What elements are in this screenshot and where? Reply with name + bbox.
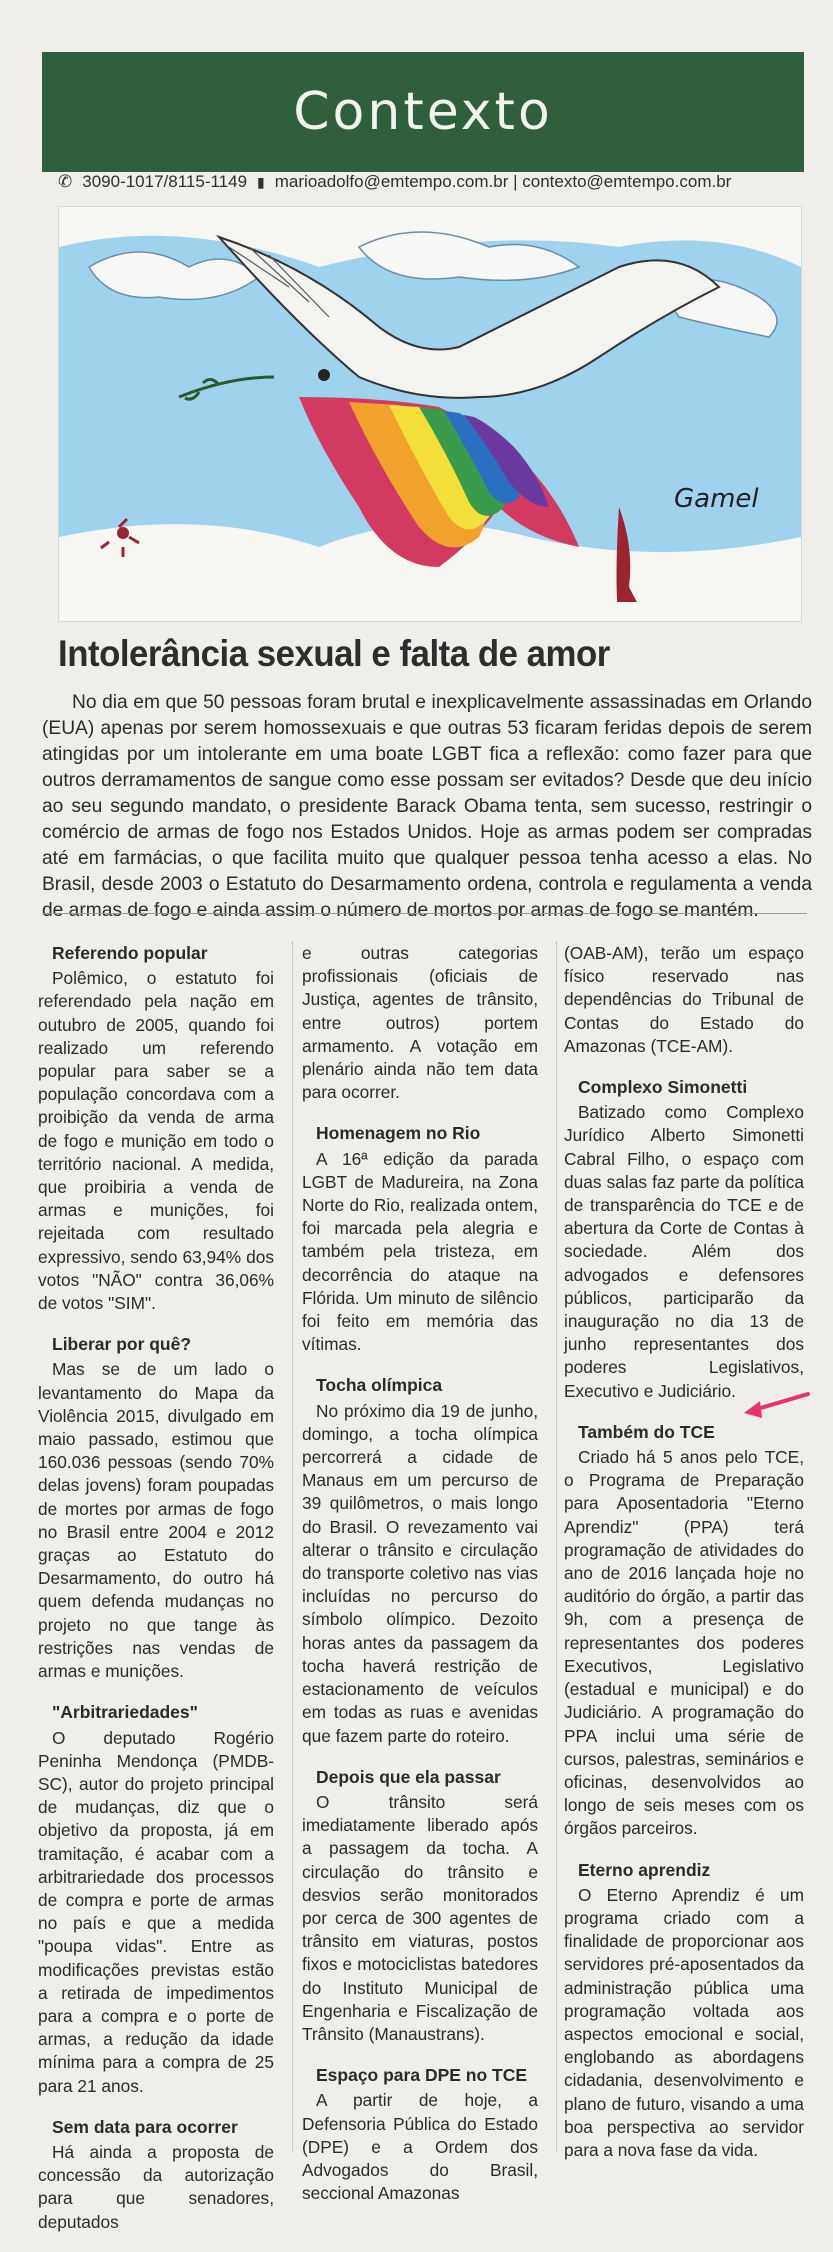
column-divider (292, 942, 293, 2152)
paragraph: Mas se de um lado o levantamento do Mapa da Violência 2015, divulgado em maio passado, estimou que 160.036 pessoas (sendo 70% delas jovens) foram poupadas de mortes por armas de fogo no Brasil entre 2004 e 2012 graças ao Estatuto do Desarmamento, do outro há quem defenda mudanças no projeto no que tange às restrições nas vendas de armas e munições. (38, 1359, 274, 1682)
paragraph: O deputado Rogério Peninha Mendonça (PMDB-SC), autor do projeto principal de mudanças, diz que o objetivo da proposta, já em tramitação, é acabar com a arbitrariedade dos processos de compra e porte de armas no país e que a medida "poupa vidas". Entre as modificações previstas estão a retirada de impedimentos para a compra e o porte de armas, a redução da idade mínima para a compra de 25 para 21 anos. (38, 1727, 274, 2096)
subhead: Homenagem no Rio (316, 1123, 481, 1144)
subhead: Complexo Simonetti (578, 1077, 748, 1098)
highlight-arrow-icon (740, 1390, 810, 1422)
paragraph: (OAB-AM), terão um espaço físico reservado nas dependências do Tribunal de Contas do Estado do Amazonas (TCE-AM). (564, 943, 804, 1056)
subhead: Eterno aprendiz (578, 1859, 711, 1880)
phone-icon: ✆ (58, 172, 73, 191)
subhead: Liberar por quê? (52, 1334, 192, 1355)
subhead: Também do TCE (578, 1421, 715, 1442)
paragraph: O trânsito será imediatamente liberado após a passagem da tocha. A circulação do trânsito e desvios serão monitorados por cerca de 300 agentes de trânsito em viaturas, postos fixos e motociclistas batedores do Instituto Municipal de Engenharia e Fiscalização de Trânsito (Manaustrans). (302, 1791, 538, 2044)
subhead: Sem data para ocorrer (52, 2116, 238, 2137)
paragraph: Polêmico, o estatuto foi referendado pela nação em outubro de 2005, quando foi realizado um referendo popular para saber se a população concordava com a proibição da venda de arma de fogo e munição em todo o território nacional. A medida, que proibiria a venda de armas e munições, foi rejeitada com resultado expressivo, sendo 63,94% dos votos "NÃO" contra 36,06% de votos "SIM". (38, 968, 274, 1314)
paragraph: Criado há 5 anos pelo TCE, o Programa de Preparação para Aposentadoria "Eterno Aprendiz" (PPA) terá programação de atividades do ano de 2016 lançada hoje no auditório do órgão, a partir das 9h, com a presença de representantes dos poderes Executivos, Legislativo (estadual e municipal) e do Judiciário. A programação do PPA inclui uma série de cursos, palestras, seminários e oficinas, desenvolvidos ao longo de seis meses com os órgãos parceiros. (564, 1447, 804, 1839)
column-3 (564, 942, 804, 2180)
paragraph: No próximo dia 19 de junho, domingo, a tocha olímpica percorrerá a cidade de Manaus em um percurso de 39 quilômetros, o mais longo do Brasil. O revezamento vai alterar o trânsito e circulação do transporte coletivo nas vias incluídas no percurso do símbolo olímpico. Dezoito horas antes da passagem da tocha haverá restrição de estacionamento de veículos em todas as ruas e avenidas que fazem parte do roteiro. (302, 1400, 538, 1746)
paragraph: A partir de hoje, a Defensoria Pública do Estado (DPE) e a Ordem dos Advogados do Brasil, seccional Amazonas (302, 2090, 538, 2204)
subhead: Espaço para DPE no TCE (316, 2065, 528, 2086)
paragraph: e outras categorias profissionais (oficiais de Justiça, agentes de trânsito, entre outros) portem armamento. A votação em plenário ainda não tem data para ocorrer. (302, 943, 538, 1103)
paragraph: A 16ª edição da parada LGBT de Madureira, na Zona Norte do Rio, realizada ontem, foi marcada pela alegria e também pela tristeza, em decorrência do ataque na Flórida. Um minuto de silêncio foi feito em memória das vítimas. (302, 1148, 538, 1355)
paragraph: O Eterno Aprendiz é um programa criado com a finalidade de proporcionar aos servidores pré-aposentados da administração pública uma programação voltada aos aspectos emocional e social, englobando as abordagens cidadania, desenvolvimento e plano de futuro, visando a uma boa perspectiva ao servidor para a nova fase da vida. (564, 1884, 804, 2160)
subhead: "Arbitrariedades" (52, 1702, 198, 1723)
phone-number: 3090-1017/8115-1149 (82, 172, 248, 191)
subhead: Tocha olímpica (316, 1375, 443, 1396)
section-banner (42, 52, 804, 172)
contact-line (58, 168, 798, 196)
email-addresses: marioadolfo@emtempo.com.br | contexto@emtempo.com.br (274, 172, 732, 191)
dove-rainbow-illustration (59, 207, 801, 621)
column-2 (302, 942, 538, 2223)
column-1 (38, 942, 274, 2252)
paragraph: Há ainda a proposta de concessão da autorização para que senadores, deputados (38, 2141, 274, 2232)
column-divider (556, 942, 557, 2152)
mobile-icon: ▮ (257, 173, 265, 190)
subhead: Referendo popular (52, 943, 208, 963)
artist-signature: Gamel (674, 484, 759, 514)
section-title: Contexto (293, 82, 553, 142)
divider (42, 913, 807, 914)
article-headline: Intolerância sexual e falta de amor (58, 633, 610, 674)
editorial-cartoon (58, 206, 802, 622)
subhead: Depois que ela passar (316, 1766, 501, 1787)
paragraph: Batizado como Complexo Jurídico Alberto Simonetti Cabral Filho, o espaço com duas salas faz parte da política de transparência do TCE e de abertura da Corte de Contas à sociedade. Além dos advogados e defensores públicos, participarão da inauguração no dia 13 de junho representantes dos poderes Legislativos, Executivo e Judiciário. (564, 1102, 804, 1401)
article-lead: No dia em que 50 pessoas foram brutal e inexplicavelmente assassinadas em Orlando (EUA) apenas por serem homossexuais e que outras 53 ficaram feridas depois de serem atingidas por um intolerante em uma boate LGBT fica a reflexão: como fazer para que outros derramamentos de sangue como esse possam ser evitados? Desde que deu início ao seu segundo mandato, o presidente Barack Obama tenta, sem sucesso, restringir o comércio de armas de fogo nos Estados Unidos. Hoje as armas podem ser compradas até em farmácias, o que facilita muito que qualquer pessoa tenha acesso a elas. No Brasil, desde 2003 o Estatuto do Desarmamento ordena, controla e regulamenta a venda de armas de fogo e ainda assim o número de mortos por armas de fogo se mantém. (42, 692, 812, 921)
